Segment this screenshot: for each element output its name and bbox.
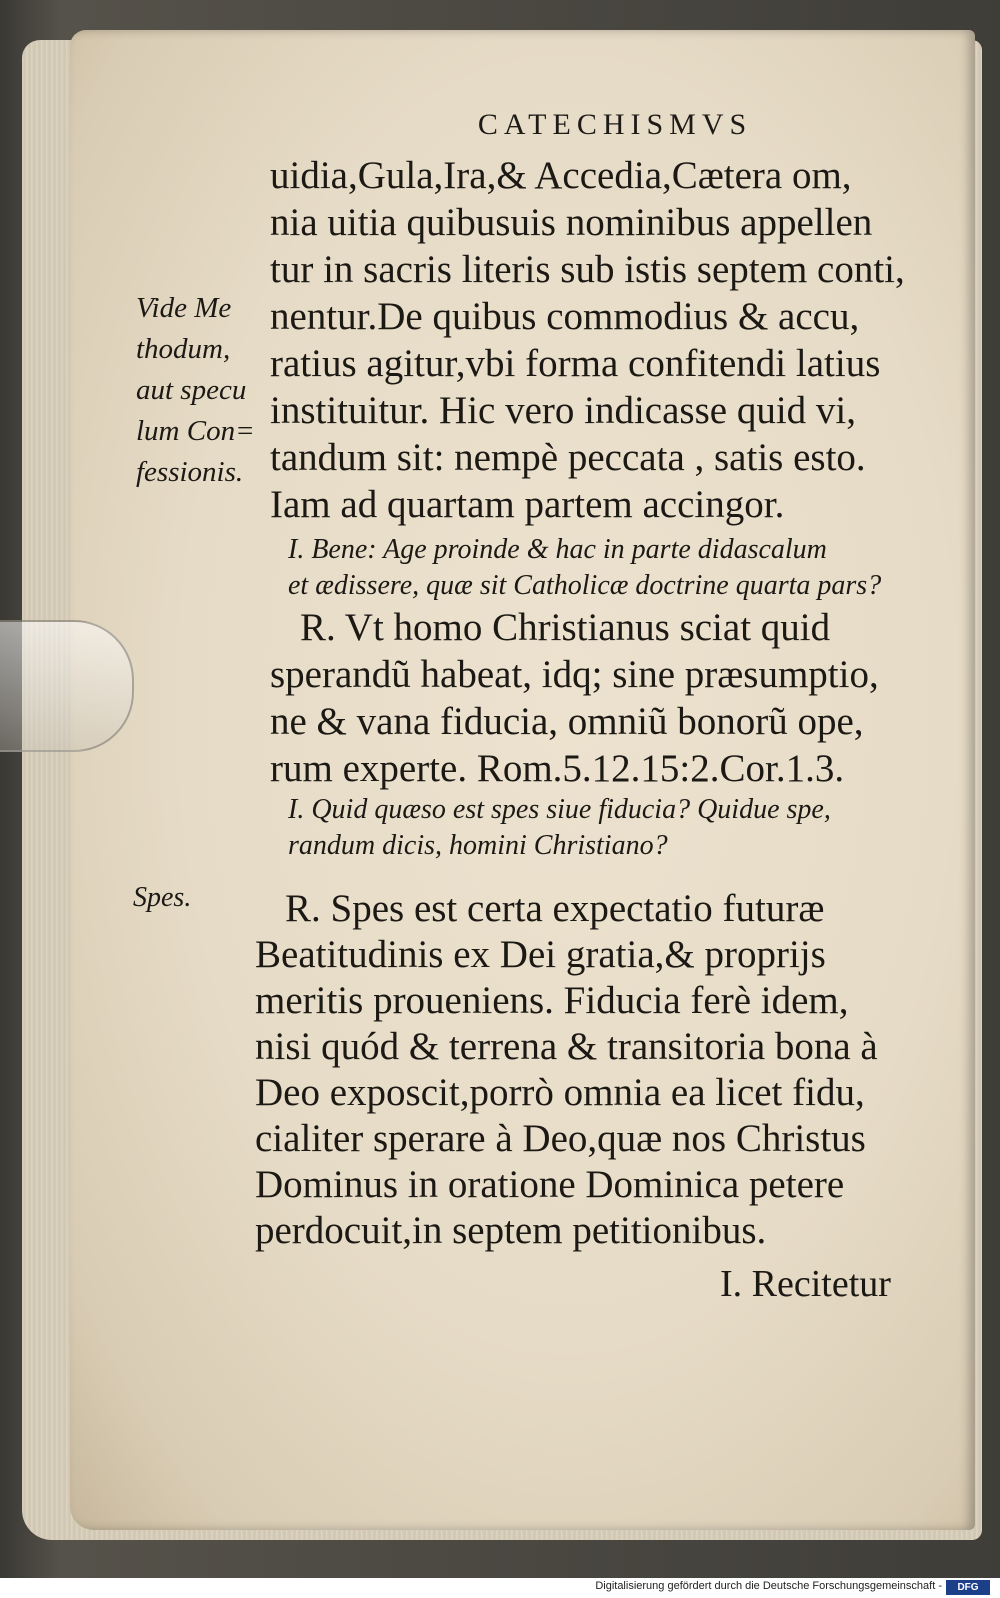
margin-note-line: lum Con=: [136, 415, 255, 447]
answer-line: R. Vt homo Christianus sciat quid: [300, 606, 831, 649]
answer-line: meritis proueniens. Fiducia ferè idem,: [255, 979, 849, 1022]
question-line: I. Bene: Age proinde & hac in parte didascalum: [288, 534, 827, 565]
answer-line: nisi quód & terrena & transitoria bona à: [255, 1025, 878, 1068]
page-clip: [0, 620, 134, 752]
answer-line: Deo exposcit,porrò omnia ea licet fidu,: [255, 1071, 865, 1114]
text-line: ratius agitur,vbi forma confitendi latius: [270, 342, 881, 385]
text-line: Iam ad quartam partem accingor.: [270, 483, 785, 526]
answer-line: R. Spes est certa expectatio futuræ: [285, 887, 825, 930]
text-line: uidia,Gula,Ira,& Accedia,Cætera om,: [270, 154, 852, 197]
margin-note-line: aut specu: [136, 374, 247, 406]
question-line: I. Quid quæso est spes siue fiducia? Quidue spe,: [288, 794, 831, 825]
footer-credit: Digitalisierung gefördert durch die Deutsche Forschungsgemeinschaft -: [595, 1580, 942, 1592]
margin-note-line: Vide Me: [136, 292, 232, 324]
dfg-logo: DFG: [946, 1580, 990, 1595]
margin-note: [136, 288, 276, 493]
answer-line: Dominus in oratione Dominica petere: [255, 1163, 845, 1206]
text-line: tandum sit: nempè peccata , satis esto.: [270, 436, 866, 479]
answer-line: ne & vana fiducia, omniũ bonorũ ope,: [270, 700, 864, 743]
answer-line: perdocuit,in septem petitionibus.: [255, 1209, 767, 1252]
main-text: [270, 152, 960, 864]
question-line: randum dicis, homini Christiano?: [288, 830, 668, 861]
catchword: I. Recitetur: [720, 1263, 891, 1305]
text-line: nia uitia quibusuis nominibus appellen: [270, 201, 873, 244]
text-line: nentur.De quibus commodius & accu,: [270, 295, 860, 338]
text-line: instituitur. Hic vero indicasse quid vi,: [270, 389, 857, 432]
answer-line: Beatitudinis ex Dei gratia,& proprijs: [255, 933, 826, 976]
margin-note-line: fessionis.: [136, 456, 244, 488]
margin-note-spes: Spes.: [133, 882, 192, 913]
text-line: tur in sacris literis sub istis septem conti,: [270, 248, 905, 291]
answer-line: rum experte. Rom.5.12.15:2.Cor.1.3.: [270, 747, 845, 790]
answer-block: [255, 886, 955, 1254]
margin-note-line: thodum,: [136, 333, 231, 365]
answer-line: cialiter sperare à Deo,quæ nos Christus: [255, 1117, 866, 1160]
answer-line: sperandũ habeat, idq; sine præsumptio,: [270, 653, 879, 696]
running-head: CATECHISMVS: [477, 108, 753, 141]
question-line: et ædissere, quæ sit Catholicæ doctrine quarta pars?: [288, 570, 882, 601]
